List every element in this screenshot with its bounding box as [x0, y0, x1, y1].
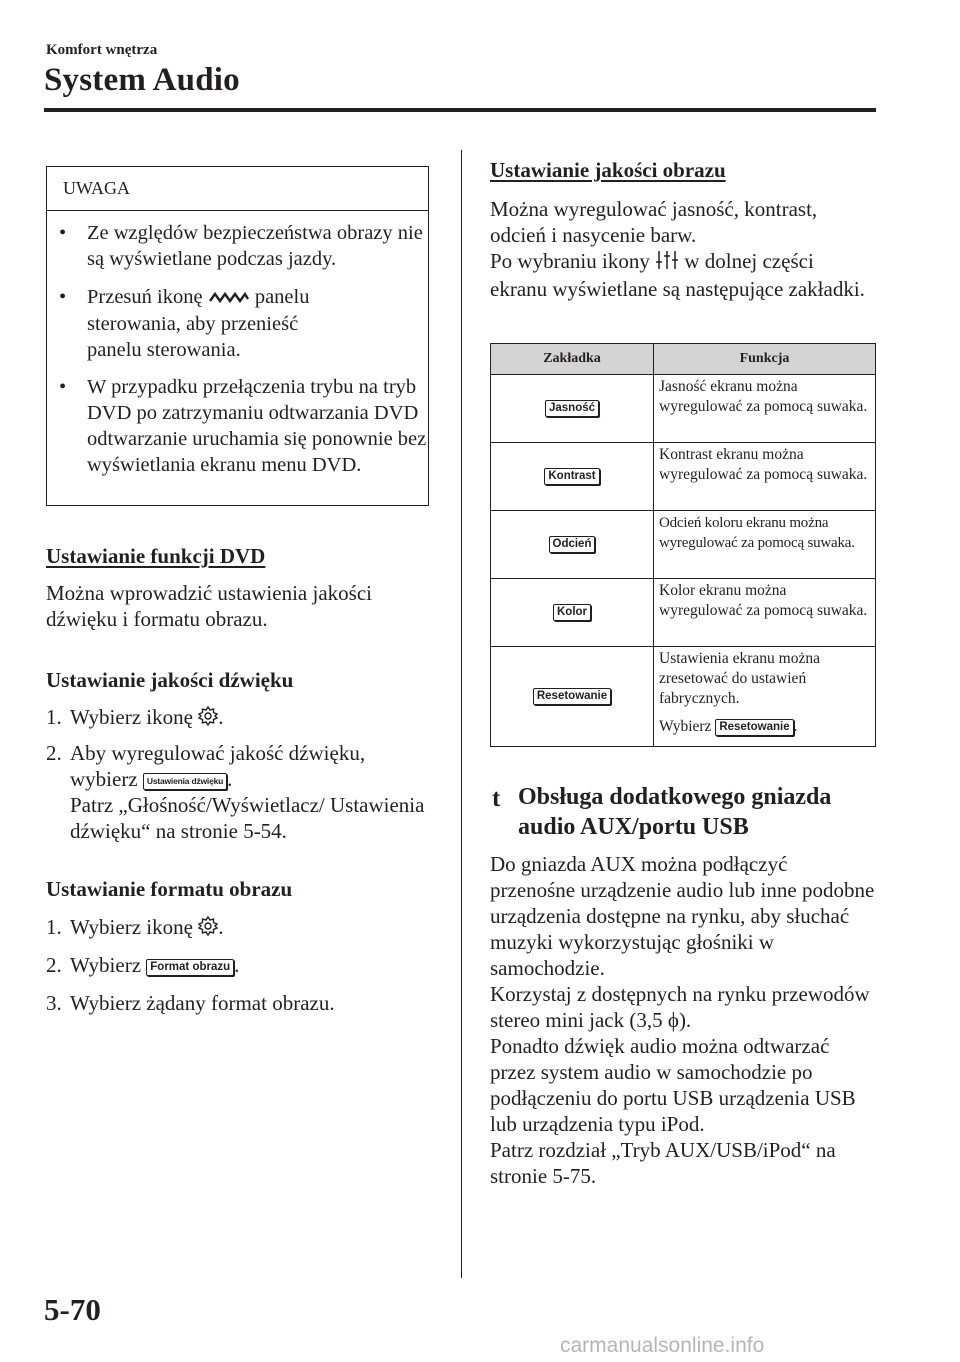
aux-text: Do gniazda AUX można podłączyć przenośne urządzenie audio lub inne podobne urządzenia dostępne na rynku, aby słuchać muzyki wykorzystując głośniki w samochodzie.	[490, 852, 875, 980]
table-row	[491, 579, 876, 647]
intro-text-end: ekranu wyświetlane są następujące zakładki.	[490, 277, 865, 302]
table-header-row	[491, 344, 876, 375]
note-text-line2: sterowania, aby przenieść	[87, 313, 299, 336]
picture-format-button[interactable]: Format obrazu	[146, 959, 234, 976]
dvd-settings-heading: Ustawianie funkcji DVD	[46, 544, 266, 568]
step-number: 1.	[46, 915, 62, 939]
intro-text-pre: Po wybraniu ikony	[490, 249, 650, 273]
format-step-3	[46, 990, 446, 1016]
reset-tab-button[interactable]: Resetowanie	[533, 688, 611, 705]
table-cell-function: Ustawienia ekranu można zresetować do ustawień fabrycznych.	[659, 650, 820, 707]
step-text-end: .	[227, 767, 233, 791]
sound-quality-heading: Ustawianie jakości dźwięku	[46, 668, 294, 692]
brightness-tab-button[interactable]: Jasność	[545, 400, 599, 417]
drag-handle-icon	[208, 285, 250, 311]
equalizer-icon[interactable]	[655, 250, 679, 276]
gear-icon[interactable]	[198, 916, 218, 942]
gear-icon[interactable]	[198, 706, 218, 732]
intro-text-post: w dolnej części	[684, 249, 814, 273]
step-number: 2.	[46, 741, 62, 765]
table-row	[491, 511, 876, 579]
note-text-post: panelu	[254, 286, 310, 308]
sound-step-1	[46, 704, 446, 730]
sound-settings-button[interactable]: Ustawienia dźwięku	[143, 773, 227, 790]
note-heading: UWAGA	[47, 167, 428, 211]
bullet: •	[59, 222, 67, 244]
step-reference: Patrz „Głośność/Wyświetlacz/ Ustawienia dźwięku“ na stronie 5-54.	[70, 793, 425, 843]
note-box	[46, 166, 429, 506]
table-cell-extra: Wybierz	[659, 718, 712, 735]
title-rule	[44, 108, 876, 112]
format-step-1	[46, 914, 446, 940]
step-text-end: .	[234, 953, 240, 977]
picture-quality-intro	[490, 196, 870, 302]
note-text: W przypadku przełączenia trybu na tryb DVD po zatrzymaniu odtwarzania DVD odtwarzanie uruchamia się ponownie bez wyświetlania ekranu menu DVD.	[87, 376, 427, 476]
step-number: 1.	[46, 705, 62, 729]
note-text-pre: Przesuń ikonę	[87, 286, 203, 308]
table-row	[491, 375, 876, 443]
bullet: •	[59, 286, 67, 308]
tint-tab-button[interactable]: Odcień	[549, 536, 596, 553]
table-cell-function: Kolor ekranu można wyregulować za pomocą suwaka.	[654, 579, 876, 647]
step-text-end: .	[218, 915, 224, 939]
step-text-end: .	[218, 705, 224, 729]
step-text: Aby wyregulować jakość dźwięku,	[70, 741, 366, 765]
aux-reference: Patrz rozdział „Tryb AUX/USB/iPod“ na stronie 5-75.	[490, 1138, 836, 1188]
color-tab-button[interactable]: Kolor	[553, 604, 591, 621]
usb-text: Ponadto dźwięk audio można odtwarzać przez system audio w samochodzie po podłączeniu do portu USB urządzenia USB lub urządzenia typu iPod.	[490, 1034, 856, 1136]
picture-quality-heading: Ustawianie jakości obrazu	[490, 158, 726, 182]
aux-usb-heading: Obsługa dodatkowego gniazda audio AUX/portu USB	[518, 784, 832, 840]
table-row	[491, 647, 876, 747]
section-label: Komfort wnętrza	[46, 42, 158, 58]
reset-button[interactable]: Resetowanie	[715, 719, 793, 736]
watermark: carmanualsonline.info	[560, 1334, 765, 1357]
aux-text-jack-end: ).	[678, 1008, 692, 1032]
intro-text: Można wyregulować jasność, kontrast, odcień i nasycenie barw.	[490, 197, 818, 247]
aux-text-jack: Korzystaj z dostępnych na rynku przewodów stereo mini jack (3,5	[490, 982, 870, 1032]
note-text	[87, 284, 427, 363]
page-number: 5-70	[44, 1292, 101, 1327]
step-text: Wybierz	[70, 953, 142, 977]
table-cell-extra-end: .	[793, 718, 798, 735]
step-number: 3.	[46, 991, 62, 1015]
table-cell-function: Odcień koloru ekranu można wyregulować za pomocą suwaka.	[654, 511, 876, 579]
table-cell-function: Jasność ekranu można wyregulować za pomocą suwaka.	[654, 375, 876, 443]
column-divider	[461, 150, 462, 1278]
diameter-symbol: ϕ	[667, 1008, 679, 1032]
note-text-line3: panelu sterowania.	[87, 339, 241, 362]
note-text: Ze względów bezpieczeństwa obrazy nie są wyświetlane podczas jazdy.	[87, 222, 423, 270]
step-text-pre: wybierz	[70, 767, 138, 791]
page-title: System Audio	[44, 62, 240, 98]
format-step-2	[46, 952, 446, 978]
step-number: 2.	[46, 953, 62, 977]
step-text: Wybierz ikonę	[70, 705, 193, 729]
picture-format-heading: Ustawianie formatu obrazu	[46, 877, 293, 901]
step-text: Wybierz ikonę	[70, 915, 193, 939]
step-text: Wybierz żądany format obrazu.	[70, 991, 335, 1015]
table-row	[491, 443, 876, 511]
dvd-settings-intro: Można wprowadzić ustawienia jakości dźwięku i formatu obrazu.	[46, 581, 372, 631]
section-marker: t	[492, 785, 501, 812]
aux-usb-body	[490, 851, 875, 1189]
picture-tabs-table	[490, 343, 876, 747]
table-header-function: Funkcja	[654, 344, 876, 375]
contrast-tab-button[interactable]: Kontrast	[544, 468, 599, 485]
bullet: •	[59, 376, 67, 398]
sound-step-2	[46, 740, 446, 844]
table-header-tab: Zakładka	[491, 344, 654, 375]
table-cell-function: Kontrast ekranu można wyregulować za pomocą suwaka.	[654, 443, 876, 511]
